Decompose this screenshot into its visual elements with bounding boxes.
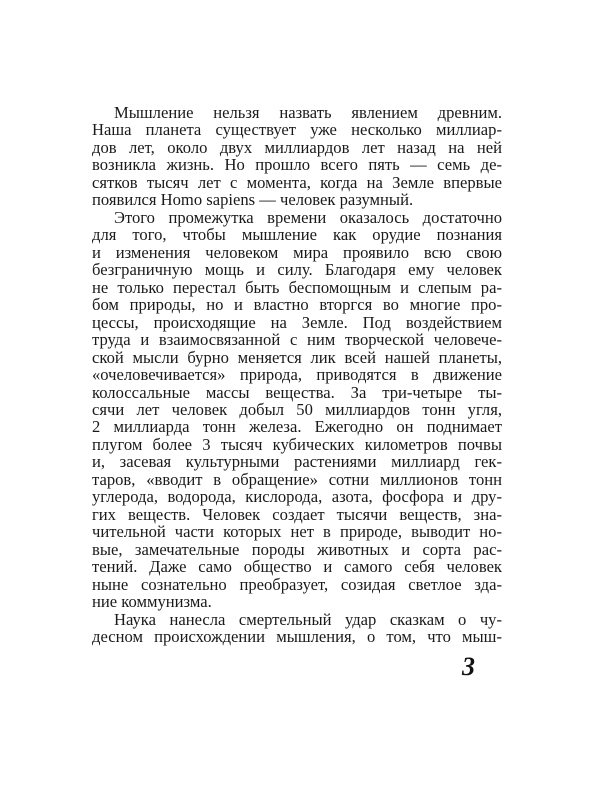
text-line: дов лет, около двух миллиардов лет назад на ней bbox=[92, 137, 502, 157]
text-line: таров, «вводит в обращение» сотни миллионов тонн bbox=[92, 469, 502, 489]
text-line: «очеловечивается» природа, приводятся в движение bbox=[92, 365, 502, 385]
text-line: Мышление нельзя назвать явлением древним. bbox=[114, 103, 502, 122]
paragraph bbox=[92, 611, 502, 646]
text-line: появился Homo sapiens — человек разумный. bbox=[92, 190, 414, 210]
text-line: Наука нанесла смертельный удар сказкам о чу- bbox=[114, 609, 502, 629]
text-line: сятков тысяч лет с момента, когда на Земле впервые bbox=[92, 172, 502, 192]
text-line: тений. Даже само общество и самого себя человек bbox=[92, 557, 502, 577]
text-line: цессы, происходящие на Земле. Под воздействием bbox=[92, 312, 502, 332]
paragraph bbox=[92, 104, 502, 209]
text-line: гих веществ. Человек создает тысячи веществ, зна- bbox=[92, 504, 502, 524]
text-line: углерода, водорода, кислорода, азота, фосфора и дру- bbox=[92, 487, 502, 507]
text-line: ской мысли бурно меняется лик всей нашей планеты, bbox=[92, 347, 502, 367]
paragraph bbox=[92, 209, 502, 611]
text-line: и изменения человеком мира проявило всю свою bbox=[92, 242, 502, 262]
text-line: безграничную мощь и силу. Благодаря ему человек bbox=[92, 260, 502, 280]
text-line: чительной части которых нет в природе, выводит но- bbox=[92, 522, 502, 542]
text-line: не только перестал быть беспомощным и слепым ра- bbox=[92, 277, 502, 297]
page-number: 3 bbox=[462, 652, 475, 681]
text-line: 2 миллиарда тонн железа. Ежегодно он поднимает bbox=[92, 417, 502, 437]
text-line: Этого промежутка времени оказалось достаточно bbox=[114, 207, 502, 227]
text-line: вые, замечательные породы животных и сорта рас- bbox=[92, 539, 502, 559]
text-line: Наша планета существует уже несколько миллиар- bbox=[92, 120, 502, 140]
text-line: и, засевая культурными растениями миллиард гек- bbox=[92, 452, 502, 472]
text-line: ныне сознательно преобразует, созидая светлое зда- bbox=[92, 574, 502, 594]
text-line: десном происхождении мышления, о том, что мыш- bbox=[92, 627, 502, 647]
text-line: сячи лет человек добыл 50 миллиардов тонн угля, bbox=[92, 399, 502, 419]
text-line: бом природы, но и властно вторгся во многие про- bbox=[92, 295, 502, 315]
text-line: колоссальные массы вещества. За три-четыре ты- bbox=[92, 382, 502, 402]
text-line: возникла жизнь. Но прошло всего пять — семь де- bbox=[92, 155, 502, 175]
text-line: для того, чтобы мышление как орудие познания bbox=[92, 225, 502, 245]
text-line: труда и взаимосвязанной с ним творческой человече- bbox=[92, 330, 502, 350]
text-line: ние коммунизма. bbox=[92, 592, 212, 612]
body-text bbox=[92, 104, 502, 646]
text-line: плугом более 3 тысяч кубических километров почвы bbox=[92, 434, 502, 454]
